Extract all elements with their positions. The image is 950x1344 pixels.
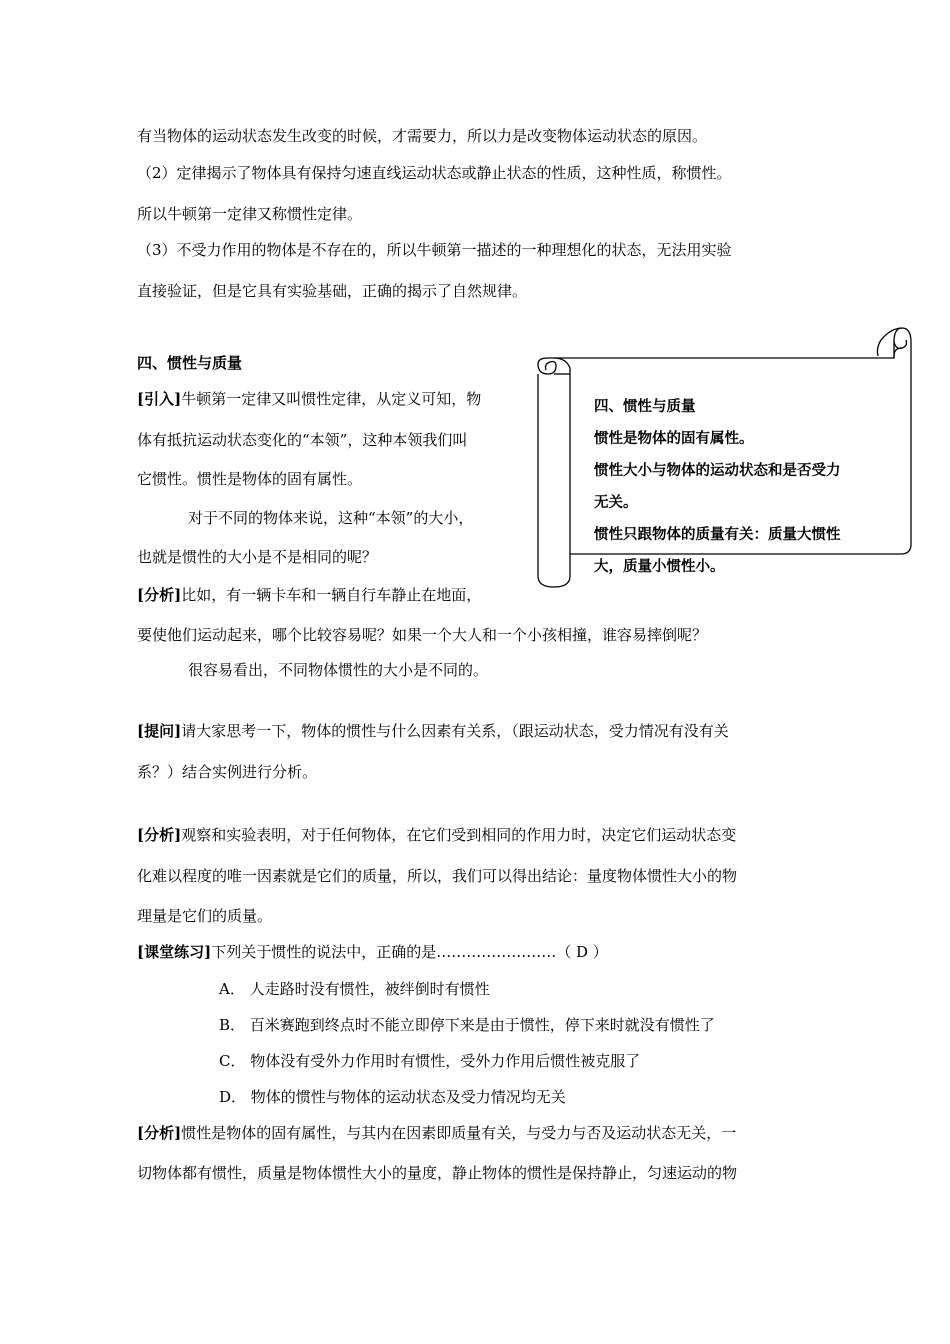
- analysis-line: [分析]观察和实验表明，对于任何物体，在它们受到相同的作用力时，决定它们运动状态变: [137, 826, 737, 844]
- analysis-line: [分析]比如，有一辆卡车和一辆自行车静止在地面，: [137, 586, 482, 604]
- question-tag: [提问]: [137, 722, 182, 740]
- paragraph-line: （2）定律揭示了物体具有保持匀速直线运动状态或静止状态的性质，这种性质，称惯性。: [137, 164, 732, 182]
- exercise-option-c: C． 物体没有受外力作用时有惯性，受外力作用后惯性被克服了: [219, 1052, 641, 1070]
- exercise-tag: [课堂练习]: [137, 943, 212, 961]
- callout-line: 惯性是物体的固有属性。: [594, 430, 754, 447]
- callout-line: 无关。: [594, 494, 638, 511]
- paragraph-line: 所以牛顿第一定律又称惯性定律。: [137, 205, 363, 223]
- exercise-question: [课堂练习]下列关于惯性的说法中，正确的是……………………（ D ）: [137, 943, 608, 961]
- analysis-line: 切物体都有惯性，质量是物体惯性大小的量度，静止物体的惯性是保持静止，匀速运动的物: [137, 1164, 738, 1182]
- callout-heading: 四、惯性与质量: [594, 398, 696, 415]
- section-heading: 四、惯性与质量: [137, 354, 243, 372]
- exercise-option-b: B． 百米赛跑到终点时不能立即停下来是由于惯性，停下来时就没有惯性了: [219, 1016, 715, 1034]
- analysis-line: 很容易看出，不同物体惯性的大小是不同的。: [188, 661, 489, 679]
- analysis-line: 要使他们运动起来，哪个比较容易呢？如果一个大人和一个小孩相撞，谁容易摔倒呢？: [137, 626, 708, 644]
- exercise-option-d: D． 物体的惯性与物体的运动状态及受力情况均无关: [219, 1088, 566, 1106]
- intro-line: 体有抵抗运动状态变化的“本领”，这种本领我们叫: [137, 431, 468, 449]
- analysis-tag: [分析]: [137, 826, 182, 844]
- callout-line: 大，质量小惯性小。: [594, 558, 725, 575]
- analysis-line: 化难以程度的唯一因素就是它们的质量，所以，我们可以得出结论：量度物体惯性大小的物: [137, 867, 738, 885]
- question-line: [提问]请大家思考一下，物体的惯性与什么因素有关系，（跟运动状态，受力情况有没有关: [137, 722, 729, 740]
- paragraph-line: （3）不受力作用的物体是不存在的，所以牛顿第一描述的一种理想化的状态，无法用实验: [137, 241, 732, 259]
- intro-line: 也就是惯性的大小是不是相同的呢？: [137, 548, 378, 566]
- callout-line: 惯性只跟物体的质量有关：质量大惯性: [594, 526, 841, 543]
- intro-line: 它惯性。惯性是物体的固有属性。: [137, 470, 363, 488]
- question-line: 系？）结合实例进行分析。: [137, 763, 318, 781]
- intro-line: [引入]牛顿第一定律又叫惯性定律，从定义可知，物: [137, 390, 482, 408]
- analysis-tag: [分析]: [137, 1124, 182, 1142]
- paragraph-line: 有当物体的运动状态发生改变的时候，才需要力，所以力是改变物体运动状态的原因。: [137, 127, 708, 145]
- analysis-line: [分析]惯性是物体的固有属性，与其内在因素即质量有关，与受力与否及运动状态无关，一: [137, 1124, 737, 1142]
- scroll-callout-shape: [536, 326, 916, 591]
- exercise-option-a: A． 人走路时没有惯性，被绊倒时有惯性: [219, 980, 490, 998]
- paragraph-line: 直接验证，但是它具有实验基础，正确的揭示了自然规律。: [137, 282, 528, 300]
- analysis-tag: [分析]: [137, 586, 182, 604]
- analysis-line: 理量是它们的质量。: [137, 907, 273, 925]
- callout-line: 惯性大小与物体的运动状态和是否受力: [594, 462, 841, 479]
- intro-line: 对于不同的物体来说，这种“本领”的大小，: [188, 509, 474, 527]
- intro-tag: [引入]: [137, 390, 182, 408]
